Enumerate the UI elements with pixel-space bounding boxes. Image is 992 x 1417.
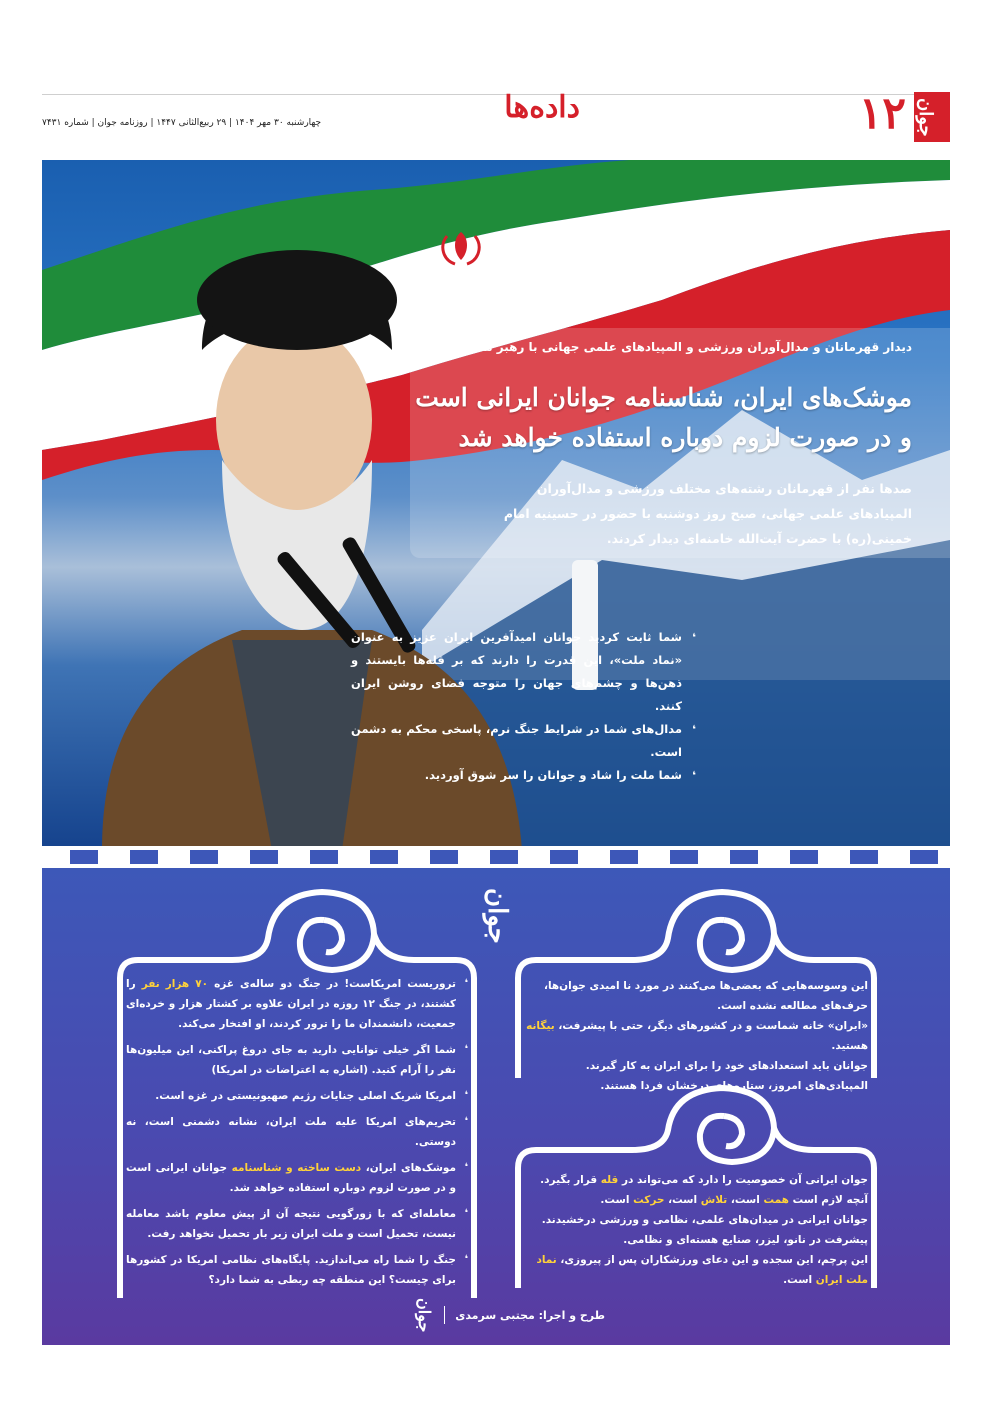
strip-hole: [550, 850, 578, 864]
right-bottom-line: جوان ایرانی آن خصوصیت را دارد که می‌تواند در قله قرار بگیرد.: [540, 1174, 868, 1186]
credit-divider: [444, 1306, 445, 1324]
right-top-para: المپیادی‌های امروز، ستاره‌های درخشان فردا هستند.: [600, 1080, 868, 1092]
strip-hole: [670, 850, 698, 864]
film-strip-divider: [42, 846, 950, 868]
strip-hole: [130, 850, 158, 864]
right-bottom-text: [524, 1170, 868, 1290]
strip-hole: [910, 850, 938, 864]
headline-kicker: دیدار قهرمانان و مدال‌آوران ورزشی و المپیادهای علمی جهانی با رهبر معظم انقلاب: [414, 340, 912, 354]
strip-hole: [310, 850, 338, 864]
newspaper-logo: جوان: [914, 92, 950, 142]
right-bottom-line: پیشرفت در نانو، لیزر، صنایع هسته‌ای و نظامی.: [623, 1234, 868, 1246]
lead-paragraph: صدها نفر از قهرمانان رشته‌های مختلف ورزشی و مدال‌آوران المپیادهای علمی جهانی، صبح روز دوشنبه با حضور در حسینیه امام خمینی(ره) با حضرت آیت‌الله خامنه‌ای دیدار کردند.: [503, 481, 912, 546]
left-quote-item: ❛ موشک‌های ایران، دست ساخته و شناسنامه جوانان ایرانی است و در صورت لزوم دوباره استفاده خواهد شد.: [126, 1158, 468, 1198]
section-title: داده‌ها: [504, 90, 580, 125]
strip-hole: [790, 850, 818, 864]
quote-list: [351, 626, 696, 787]
right-bottom-line: این پرچم، این سجده و این دعای ورزشکاران پس از پیروزی، نماد ملت ایران است.: [536, 1254, 868, 1286]
headline-line-1: موشک‌های ایران، شناسنامه جوانان ایرانی است: [415, 383, 912, 412]
strip-hole: [250, 850, 278, 864]
headline-line-2: و در صورت لزوم دوباره استفاده خواهد شد: [458, 423, 912, 452]
right-bottom-line: آنچه لازم است همت است، تلاش است، حرکت است.: [600, 1194, 868, 1206]
strip-hole: [490, 850, 518, 864]
quote-item: ❛ شما ثابت کردید جوانان امیدآفرین ایران عزیز به عنوان «نماد ملت»، این قدرت را دارند که بر قله‌ها بایستند و ذهن‌ها و چشم‌های جهان را متوجه فضای روشن ایران کنند.: [351, 626, 696, 718]
right-top-para: جوانان باید استعدادهای خود را برای ایران به کار گیرند.: [585, 1060, 868, 1072]
left-quote-list: [126, 974, 468, 1296]
right-top-text: [524, 976, 868, 1096]
design-credit: [415, 1298, 605, 1332]
quote-item: ❛ مدال‌های شما در شرایط جنگ نرم، پاسخی محکم به دشمن است.: [351, 718, 696, 764]
right-bottom-line: جوانان ایرانی در میدان‌های علمی، نظامی و ورزشی درخشیدند.: [541, 1214, 868, 1226]
masthead: [42, 84, 950, 144]
right-top-para: «ایران» خانه شماست و در کشورهای دیگر، حتی با پیشرفت، بیگانه هستید.: [526, 1020, 868, 1052]
quotes-panel: [42, 868, 950, 1345]
left-quote-item: ❛ جنگ را شما راه می‌اندازید. پایگاه‌های نظامی امریکا در کشورها برای چیست؟ این منطقه چه ربطی به شما دارد؟: [126, 1250, 468, 1290]
strip-hole: [70, 850, 98, 864]
strip-hole: [610, 850, 638, 864]
strip-hole: [730, 850, 758, 864]
hero-banner: [42, 160, 950, 862]
credit-text: طرح و اجرا: مجتبی سرمدی: [455, 1308, 605, 1322]
headline: [392, 378, 912, 458]
page-number: ۱۲: [858, 88, 906, 139]
left-quote-item: ❛ شما اگر خیلی توانایی دارید به جای دروغ پراکنی، این میلیون‌ها نفر را آرام کنید. (اشاره به اعتراضات در امریکا): [126, 1040, 468, 1080]
strip-hole: [850, 850, 878, 864]
panel-logo: جوان: [482, 888, 512, 944]
masthead-rule: [42, 94, 950, 95]
credit-logo: جوان: [415, 1298, 435, 1333]
quote-item: ❛ شما ملت را شاد و جوانان را سر شوق آوردید.: [351, 764, 696, 787]
left-quote-item: ❛ امریکا شریک اصلی جنایات رژیم صهیونیستی در غزه است.: [126, 1086, 468, 1106]
issue-info: چهارشنبه ۳۰ مهر ۱۴۰۴ | ۲۹ ربیع‌الثانی ۱۴۴۷ | روزنامه جوان | شماره ۷۴۳۱: [42, 118, 322, 128]
strip-hole: [430, 850, 458, 864]
right-top-para: این وسوسه‌هایی که بعضی‌ها می‌کنند در مورد نا امیدی جوان‌ها، حرف‌های مطالعه نشده است.: [543, 980, 868, 1012]
left-quote-item: ❛ تروریست امریکاست! در جنگ دو ساله‌ی غزه ۷۰ هزار نفر را کشتند، در جنگ ۱۲ روزه در ایران علاوه بر کشتار هزار و خرده‌ای جمعیت، دانشمندان ما را ترور کردند، او افتخار می‌کند.: [126, 974, 468, 1034]
strip-hole: [370, 850, 398, 864]
strip-hole: [190, 850, 218, 864]
left-quote-item: ❛ تحریم‌های امریکا علیه ملت ایران، نشانه دشمنی است، نه دوستی.: [126, 1112, 468, 1152]
left-quote-item: ❛ معامله‌ای که با زورگویی نتیجه آن از پیش معلوم باشد معامله نیست، تحمیل است و ملت ایران زیر بار تحمیل نخواهد رفت.: [126, 1204, 468, 1244]
